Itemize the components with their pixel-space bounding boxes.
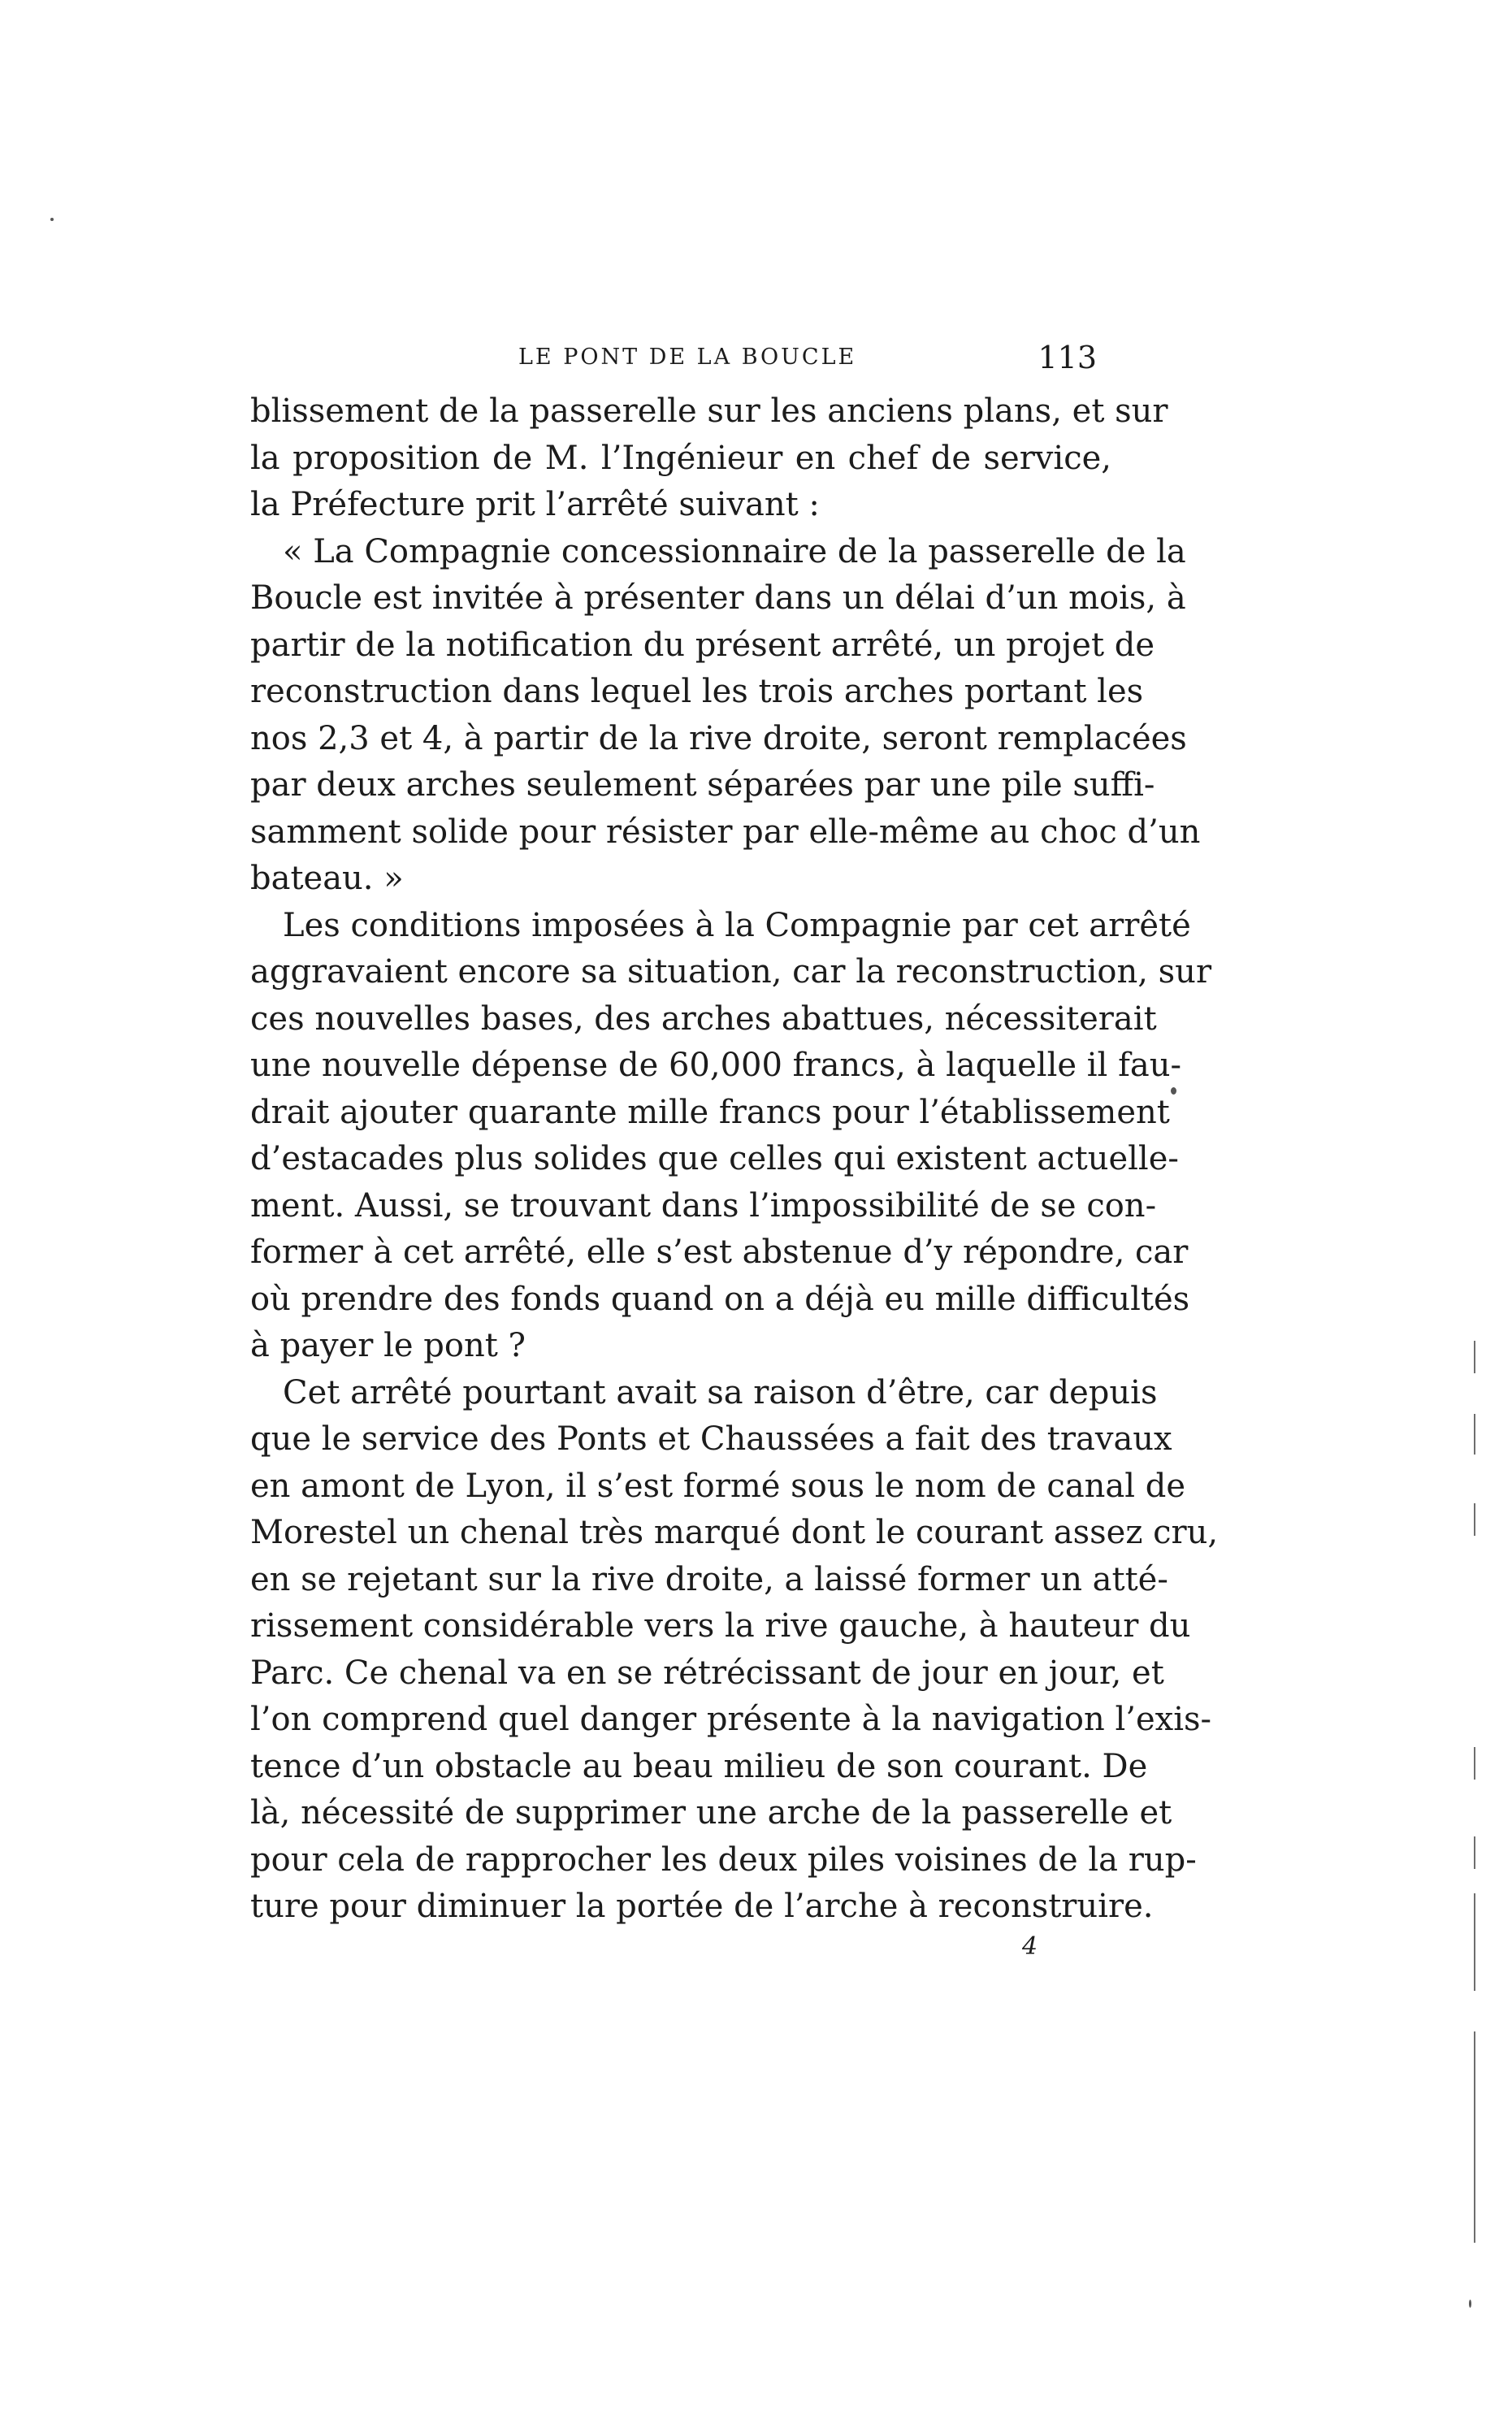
text-line: la proposition de M. l’Ingénieur en chef de service, — [250, 439, 1111, 477]
text-line: drait ajouter quarante mille francs pour l’établissement — [250, 1093, 1170, 1131]
text-line: former à cet arrêté, elle s’est abstenue d’y répondre, car — [250, 1234, 1189, 1271]
scan-margin-rule — [1474, 1836, 1475, 1869]
text-line: reconstruction dans lequel les trois arches portant les — [250, 673, 1144, 710]
running-head — [250, 340, 1111, 382]
text-line: ces nouvelles bases, des arches abattues, nécessiterait — [250, 999, 1157, 1038]
text-line: partir de la notification du présent arrêté, un projet de — [250, 626, 1155, 664]
text-line: d’estacades plus solides que celles qui existent actuelle- — [250, 1140, 1179, 1177]
text-line: Cet arrêté pourtant avait sa raison d’être, car depuis — [283, 1373, 1158, 1411]
scan-margin-rule — [1474, 1747, 1475, 1780]
text-line: samment solide pour résister par elle-même au choc d’un — [250, 813, 1201, 851]
text-line: bateau. » — [250, 860, 404, 897]
page-number: 113 — [1038, 340, 1097, 375]
text-line: là, nécessité de supprimer une arche de la passerelle et — [250, 1794, 1172, 1832]
text-line: par deux arches seulement séparées par une pile suffi- — [250, 766, 1155, 804]
scan-margin-rule — [1474, 1414, 1475, 1455]
text-line: l’on comprend quel danger présente à la navigation l’exis- — [250, 1701, 1212, 1738]
text-line: tence d’un obstacle au beau milieu de son courant. De — [250, 1747, 1148, 1785]
text-line: Morestel un chenal très marqué dont le courant assez cru, — [250, 1514, 1219, 1551]
ink-speck — [50, 218, 54, 221]
text-line: à payer le pont ? — [250, 1327, 526, 1364]
text-line: blissement de la passerelle sur les anciens plans, et sur — [250, 392, 1168, 430]
text-line: rissement considérable vers la rive gauche, à hauteur du — [250, 1607, 1191, 1645]
ink-speck — [1469, 2300, 1471, 2308]
text-line: une nouvelle dépense de 60,000 francs, à laquelle il fau- — [250, 1047, 1181, 1084]
body-text — [250, 388, 1219, 1931]
text-line: aggravaient encore sa situation, car la reconstruction, sur — [250, 953, 1212, 991]
text-line: où prendre des fonds quand on a déjà eu mille difficultés — [250, 1280, 1190, 1318]
text-line: Les conditions imposées à la Compagnie par cet arrêté — [283, 906, 1191, 944]
signature-mark: 4 — [1022, 1932, 1038, 1961]
text-line: en amont de Lyon, il s’est formé sous le nom de canal de — [250, 1467, 1186, 1505]
text-line: Boucle est invitée à présenter dans un délai d’un mois, à — [250, 579, 1186, 617]
text-line: nos 2,3 et 4, à partir de la rive droite, seront remplacées — [250, 719, 1187, 757]
scan-margin-rule — [1474, 1341, 1475, 1373]
running-title: LE PONT DE LA BOUCLE — [518, 345, 857, 370]
text-line: pour cela de rapprocher les deux piles voisines de la rup- — [250, 1841, 1197, 1879]
text-line: la Préfecture prit l’arrêté suivant : — [250, 486, 820, 523]
text-line: en se rejetant sur la rive droite, a laissé former un atté- — [250, 1560, 1168, 1598]
text-line: ture pour diminuer la portée de l’arche à reconstruire. — [250, 1888, 1154, 1925]
text-line: Parc. Ce chenal va en se rétrécissant de jour en jour, et — [250, 1654, 1164, 1692]
text-line: que le service des Ponts et Chaussées a fait des travaux — [250, 1420, 1172, 1458]
scan-margin-rule — [1474, 2031, 1475, 2243]
text-line: « La Compagnie concessionnaire de la passerelle de la — [283, 532, 1186, 570]
scan-margin-rule — [1474, 1893, 1475, 1991]
text-line: ment. Aussi, se trouvant dans l’impossibilité de se con- — [250, 1186, 1157, 1225]
ink-speck — [1171, 1087, 1176, 1095]
scan-margin-rule — [1474, 1503, 1475, 1536]
